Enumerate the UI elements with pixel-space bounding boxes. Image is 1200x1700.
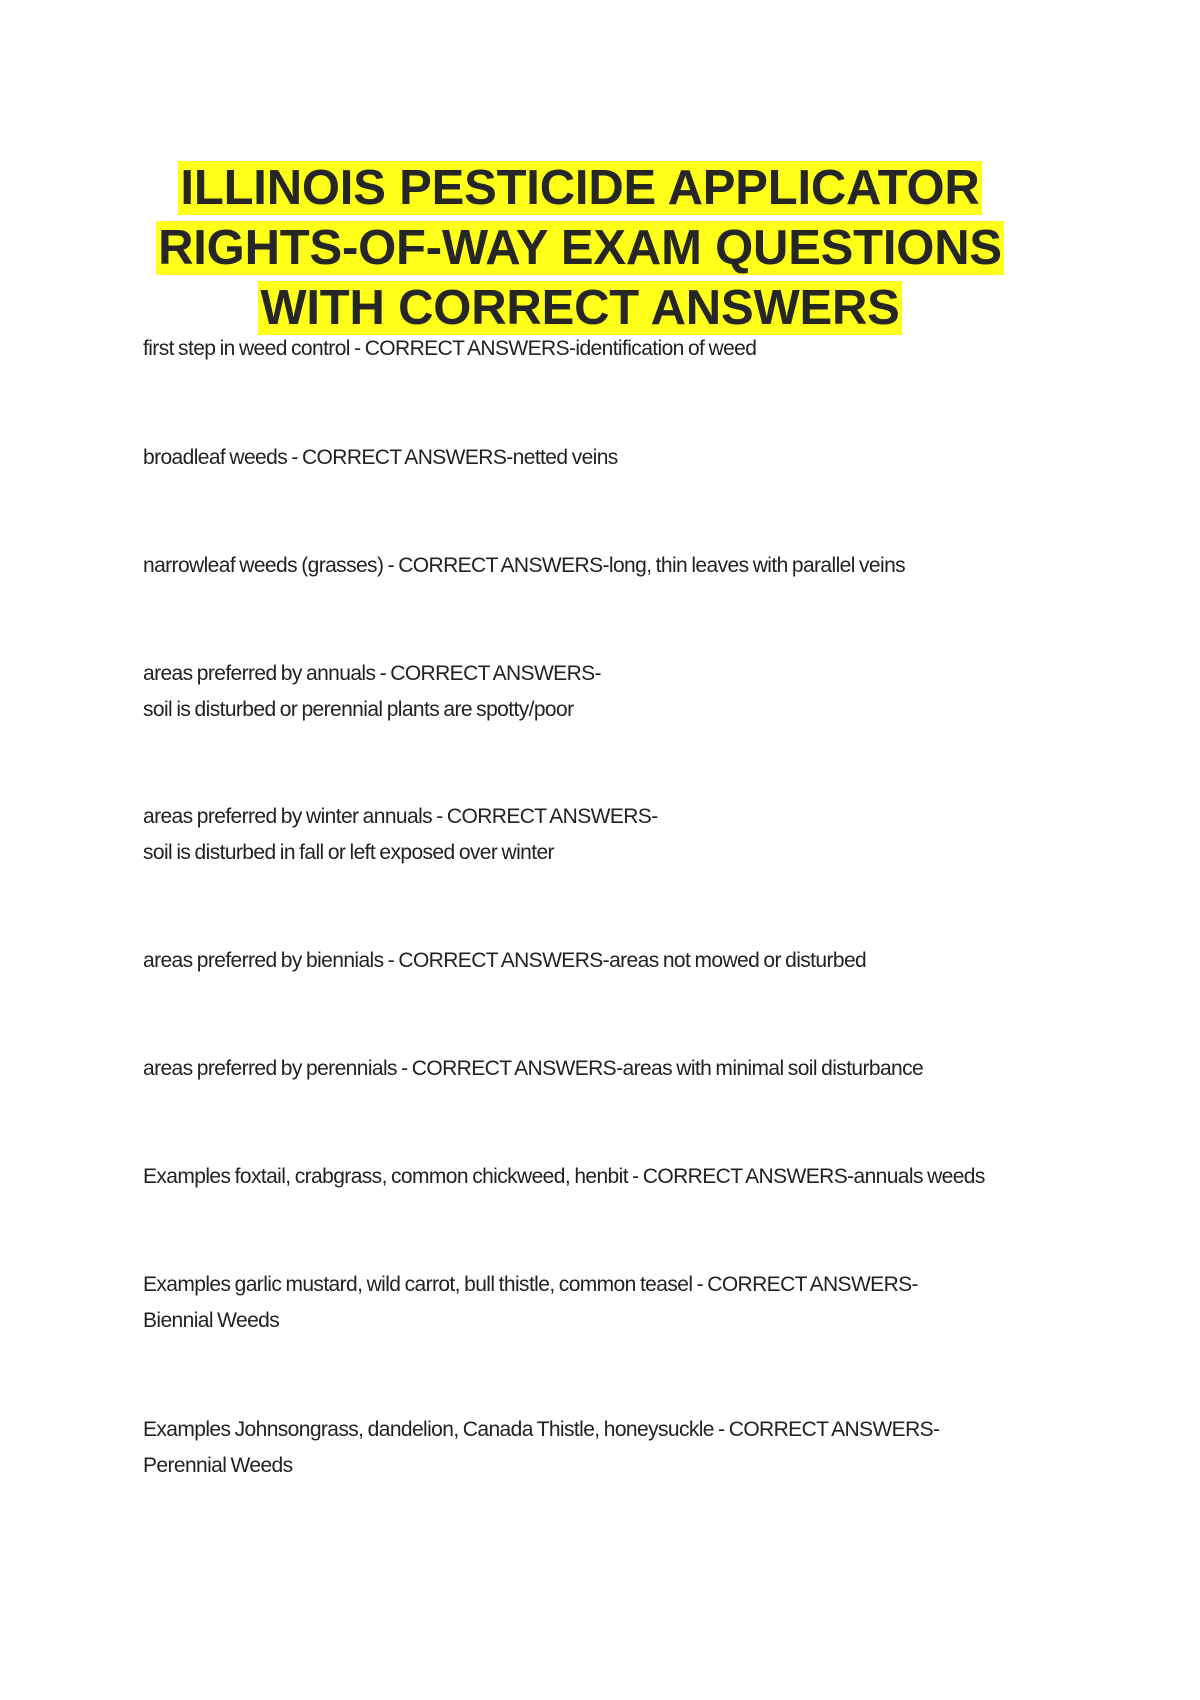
qa-line: Examples garlic mustard, wild carrot, bull thistle, common teasel - CORRECT ANSWERS- [143,1273,918,1296]
qa-item [143,799,1103,871]
title-line-2 [140,218,1020,278]
title-line-1 [140,158,1020,218]
qa-line: Examples foxtail, crabgrass, common chickweed, henbit - CORRECT ANSWERS-annuals weeds [143,1165,985,1188]
qa-line: Perennial Weeds [143,1454,293,1477]
qa-item [143,440,1103,476]
qa-item [143,1267,1103,1339]
qa-line: soil is disturbed in fall or left exposed over winter [143,841,554,864]
qa-line: areas preferred by perennials - CORRECT ANSWERS-areas with minimal soil disturbance [143,1057,924,1080]
qa-item [143,1159,1103,1195]
qa-line: Biennial Weeds [143,1309,280,1332]
title-line-3-text: WITH CORRECT ANSWERS [260,281,900,335]
title-line-3 [140,278,1020,338]
qa-item [143,548,1103,584]
qa-item [143,943,1103,979]
qa-line: broadleaf weeds - CORRECT ANSWERS-netted veins [143,446,618,469]
qa-item [143,656,1103,728]
qa-line: Examples Johnsongrass, dandelion, Canada Thistle, honeysuckle - CORRECT ANSWERS- [143,1418,940,1441]
title-line-1-text: ILLINOIS PESTICIDE APPLICATOR [180,161,980,215]
qa-item [143,331,1103,367]
qa-line: areas preferred by winter annuals - CORRECT ANSWERS- [143,805,658,828]
qa-item [143,1412,1103,1484]
qa-line: first step in weed control - CORRECT ANSWERS-identification of weed [143,337,757,360]
title-line-2-text: RIGHTS-OF-WAY EXAM QUESTIONS [158,221,1002,275]
qa-line: areas preferred by annuals - CORRECT ANSWERS- [143,662,601,685]
qa-line: soil is disturbed or perennial plants are spotty/poor [143,698,574,721]
document-title [140,158,1020,338]
qa-line: narrowleaf weeds (grasses) - CORRECT ANSWERS-long, thin leaves with parallel veins [143,554,906,577]
qa-line: areas preferred by biennials - CORRECT ANSWERS-areas not mowed or disturbed [143,949,867,972]
qa-item [143,1051,1103,1087]
